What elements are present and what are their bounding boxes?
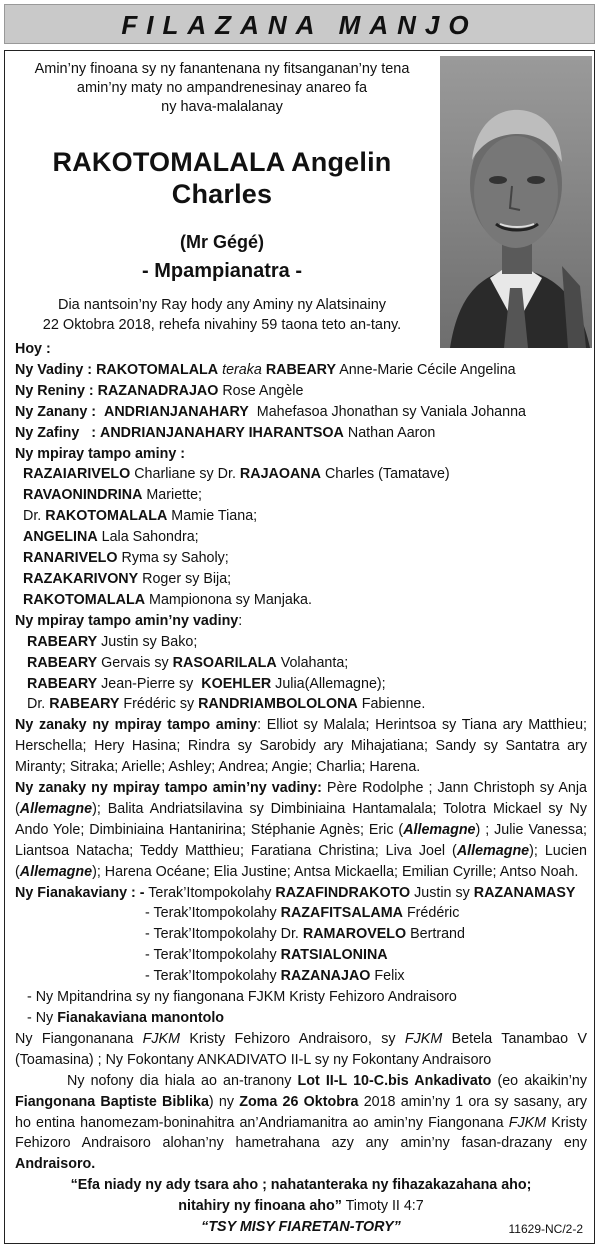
name-line: RAKOTOMALALA Angelin [52,147,392,177]
vadiny-line: Ny Vadiny : RAKOTOMALALA teraka RABEARY Anne-Marie Cécile Angelina [15,361,516,378]
tampo-aminy-list [15,464,587,610]
reniny-line: Ny Reniny : RAZANADRAJAO Rose Angèle [15,382,304,399]
tampo-aminy-label: Ny mpiray tampo aminy : [15,445,186,462]
death-line: Dia nantsoin’ny Ray hody any Aminy ny Alatsinainy [57,297,387,313]
list-item: RAZAKARIVONY Roger sy Bija; [23,570,232,587]
zanany-line: Ny Zanany : ANDRIANJANAHARY Mahefasoa Jhonathan sy Vaniala Johanna [15,403,526,420]
list-item: RABEARY Gervais sy RASOARILALA Volahanta; [27,654,349,671]
deceased-name [12,146,432,210]
zanaka-aminy-paragraph: Ny zanaky ny mpiray tampo aminy: Elliot sy Malala; Herintsoa sy Tiana ary Matthieu; Herschella; Hery Hasina; Rindra sy Sarobidy ary Mihajatiana; Sandy sy Santatra ary Miranty; Sitraka; Arielle; Ashley; Andrea; Angie; Charlia; Harena. [15,717,587,776]
list-item: ANGELINA Lala Sahondra; [23,529,199,546]
reference-code: 11629-NC/2-2 [508,1222,583,1237]
intro-line: ny hava-malalanay [161,99,283,115]
footer [15,1217,587,1239]
list-item: - Terak’Itompokolahy RATSIALONINA [145,947,388,964]
list-item: RAKOTOMALALA Mampionona sy Manjaka. [23,591,312,608]
tampo-vadiny-label: Ny mpiray tampo amin’ny vadiny: [15,612,243,629]
list-item: Dr. RABEARY Frédéric sy RANDRIAMBOLOLONA Fabienne. [27,696,426,713]
death-line: 22 Oktobra 2018, rehefa nivahiny 59 taona teto an-tany. [42,317,402,333]
portrait-image [440,56,592,348]
list-item: - Terak’Itompokolahy RAZANAJAO Felix [145,968,405,985]
no-wake-notice: “TSY MISY FIARETAN-TORY” [201,1219,401,1236]
mpitandrina-line: - Ny Mpitandrina sy ny fiangonana FJKM Kristy Fehizoro Andraisoro [27,989,457,1006]
fianakaviany-line: Ny Fianakaviany : - Terak’Itompokolahy RAZAFINDRAKOTO Justin sy RAZANAMASY [15,884,576,901]
list-item: RABEARY Justin sy Bako; [27,633,198,650]
page-title: FILAZANA MANJO [121,10,478,40]
intro-line: amin’ny maty no ampandrenesinay anareo fa [76,80,368,96]
death-notice [12,295,432,335]
intro-line: Amin’ny finoana sy ny fanantenana ny fitsanganan’ny tena [34,61,410,77]
header-band [4,4,595,44]
zanaka-vadiny-paragraph: Ny zanaky ny mpiray tampo amin’ny vadiny: Père Rodolphe ; Jann Christoph sy Anja (Allemagne); Balita Andriatsilavina sy Dimbiniaina Hantamalala; Tolotra Mickael sy Ny Ando Yole; Dimbiniaina Hantanirina; Stéphanie Agnès; Eric (Allemagne) ; Julie Vanessa; Liantsoa Natacha; Teddy Matthieu; Faratiana Christina; Liva Joel (Allemagne); Lucien (Allemagne); Harena Océane; Elia Justine; Antsa Mickaella; Emilian Cyrille; Antso Noah. [15,780,587,880]
zafiny-line: Ny Zafiny : ANDRIANJANAHARY IHARANTSOA Nathan Aaron [15,424,436,441]
name-line: Charles [171,179,273,209]
burial-paragraph: Ny nofony dia hiala ao an-tranony Lot II-L 10-C.bis Ankadivato (eo akaikin’ny Fiangonana Baptiste Biblika) ny Zoma 26 Oktobra 2018 amin’ny 1 ora sy sasany, ary ho entina hanomezam-boninahitra an’Andriamanitra ao amin’ny Fiangonana FJKM Kristy Fehizoro Andraisoro alohan’ny hametrahana azy any amin’ny fasan-drazany eny Andraisoro. [15,1072,587,1173]
list-item: RAVAONINDRINA Mariette; [23,487,203,504]
intro-text [12,60,432,117]
bible-verse: “Efa niady ny ady tsara aho ; nahatanteraka ny fihazakazahana aho; [70,1177,532,1194]
deceased-nickname: (Mr Gégé) [179,232,264,252]
list-item: - Terak’Itompokolahy Dr. RAMAROVELO Bertrand [145,926,465,943]
list-item: RANARIVELO Ryma sy Saholy; [23,550,229,567]
list-item: Dr. RAKOTOMALALA Mamie Tiana; [23,508,258,525]
family-list [15,339,587,1239]
list-item: RAZAIARIVELO Charliane sy Dr. RAJAOANA Charles (Tamatave) [23,466,450,483]
manontolo-line: - Ny Fianakaviana manontolo [27,1010,225,1026]
deceased-role: - Mpampianatra - [141,260,303,282]
list-item: RABEARY Jean-Pierre sy KOEHLER Julia(Allemagne); [27,675,386,692]
hoy-label: Hoy : [15,341,51,357]
bible-verse-end: nitahiry ny finoana aho” Timoty II 4:7 [178,1198,424,1215]
list-item: - Terak’Itompokolahy RAZAFITSALAMA Frédéric [145,905,460,922]
church-paragraph: Ny Fiangonanana FJKM Kristy Fehizoro Andraisoro, sy FJKM Betela Tanambao V (Toamasina) ; Ny Fokontany ANKADIVATO II-L sy ny Fokontany Andraisoro [15,1030,587,1068]
tampo-vadiny-list [15,632,587,716]
portrait-photo [440,56,592,348]
